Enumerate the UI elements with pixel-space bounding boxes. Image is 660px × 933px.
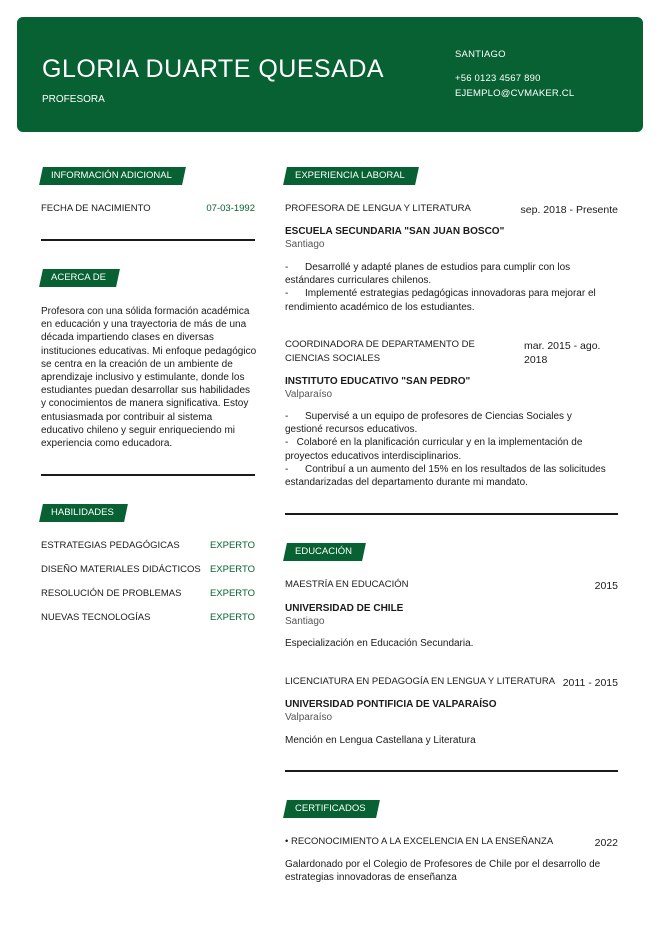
divider <box>285 770 618 772</box>
degree-title: MAESTRÍA EN EDUCACIÓN <box>285 579 409 590</box>
list-item: - Contribuí a un aumento del 15% en los resultados de las solicitudes estandarizadas del departamento durante mi mandato. <box>285 463 606 489</box>
skill-name: DISEÑO MATERIALES DIDÁCTICOS <box>41 564 201 575</box>
list-item: - Implementé estrategias pedagógicas innovadoras para mejorar el rendimiento académico de los estudiantes. <box>285 288 596 313</box>
about-text: Profesora con una sólida formación académica en educación y una trayectoria de más de una década impartiendo clases en diversas instituciones educativas. Mi enfoque pedagógico se centra en la creación de un ambiente de aprendizaje inclusivo y estimulante, donde los estudiantes puedan desarrollar sus habilidades y conocimientos de manera significativa. Estoy entusiasmada por contribuir al sistema educativo chileno y seguir enriqueciendo mi experiencia como educadora. <box>41 306 257 450</box>
list-item: - Colaboré en la planificación curricular y en la implementación de proyectos educativos interdisciplinarios. <box>285 437 583 462</box>
school-name: UNIVERSIDAD PONTIFICIA DE VALPARAÍSO <box>285 699 497 710</box>
certificate-note: Galardonado por el Colegio de Profesores de Chile por el desarrollo de estrategias innovadoras de enseñanza <box>285 859 601 884</box>
skill-level: EXPERTO <box>209 588 255 599</box>
section-tag-additional-info: INFORMACIÓN ADICIONAL <box>39 167 186 185</box>
job-location: Santiago <box>285 239 325 250</box>
contact-email: EJEMPLO@CVMAKER.CL <box>455 88 575 99</box>
section-tag-education: EDUCACIÓN <box>283 543 366 561</box>
skill-name: RESOLUCIÓN DE PROBLEMAS <box>41 588 182 599</box>
job-organization: ESCUELA SECUNDARIA "SAN JUAN BOSCO" <box>285 226 505 237</box>
school-location: Valparaíso <box>285 712 333 723</box>
skill-level: EXPERTO <box>209 564 255 575</box>
degree-note: Especialización en Educación Secundaria. <box>285 638 474 649</box>
degree-date: 2011 - 2015 <box>562 677 618 689</box>
contact-city: SANTIAGO <box>455 49 506 60</box>
school-name: UNIVERSIDAD DE CHILE <box>285 603 404 614</box>
divider <box>41 474 255 476</box>
list-item: - Supervisé a un equipo de profesores de Ciencias Sociales y gestioné recursos educativos. <box>285 411 572 436</box>
school-location: Santiago <box>285 616 325 627</box>
degree-title: LICENCIATURA EN PEDAGOGÍA EN LENGUA Y LITERATURA <box>285 676 556 687</box>
birth-date-value: 07-03-1992 <box>206 203 255 214</box>
job-date: sep. 2018 - Presente <box>520 204 618 216</box>
skill-name: NUEVAS TECNOLOGÍAS <box>41 612 151 623</box>
resume-header <box>17 17 643 132</box>
section-tag-experience: EXPERIENCIA LABORAL <box>283 167 419 185</box>
job-title: PROFESORA DE LENGUA Y LITERATURA <box>285 203 471 214</box>
section-tag-skills: HABILIDADES <box>39 504 128 522</box>
job-date: mar. 2015 - ago. 2018 <box>524 340 601 366</box>
skill-level: EXPERTO <box>209 540 255 551</box>
certificate-title: • RECONOCIMIENTO A LA EXCELENCIA EN LA ENSEÑANZA <box>285 836 554 847</box>
degree-note: Mención en Lengua Castellana y Literatura <box>285 735 476 746</box>
job-bullets <box>285 261 605 314</box>
job-location: Valparaíso <box>285 389 333 400</box>
certificate-date: 2022 <box>594 837 618 849</box>
skill-name: ESTRATEGIAS PEDAGÓGICAS <box>41 540 180 551</box>
job-title: COORDINADORA DE DEPARTAMENTO DE CIENCIAS SOCIALES <box>285 339 475 364</box>
divider <box>285 513 618 515</box>
candidate-role: PROFESORA <box>42 94 105 105</box>
section-tag-about: ACERCA DE <box>39 269 120 287</box>
job-organization: INSTITUTO EDUCATIVO "SAN PEDRO" <box>285 376 471 387</box>
section-tag-certificates: CERTIFICADOS <box>283 800 379 818</box>
job-bullets <box>285 410 610 489</box>
contact-phone: +56 0123 4567 890 <box>455 73 541 84</box>
list-item: - Desarrollé y adapté planes de estudios para cumplir con los estándares curriculares chilenos. <box>285 262 571 287</box>
skill-level: EXPERTO <box>209 612 255 623</box>
divider <box>41 239 255 241</box>
candidate-name: GLORIA DUARTE QUESADA <box>42 55 385 83</box>
degree-date: 2015 <box>594 580 618 592</box>
birth-date-label: FECHA DE NACIMIENTO <box>41 203 151 214</box>
